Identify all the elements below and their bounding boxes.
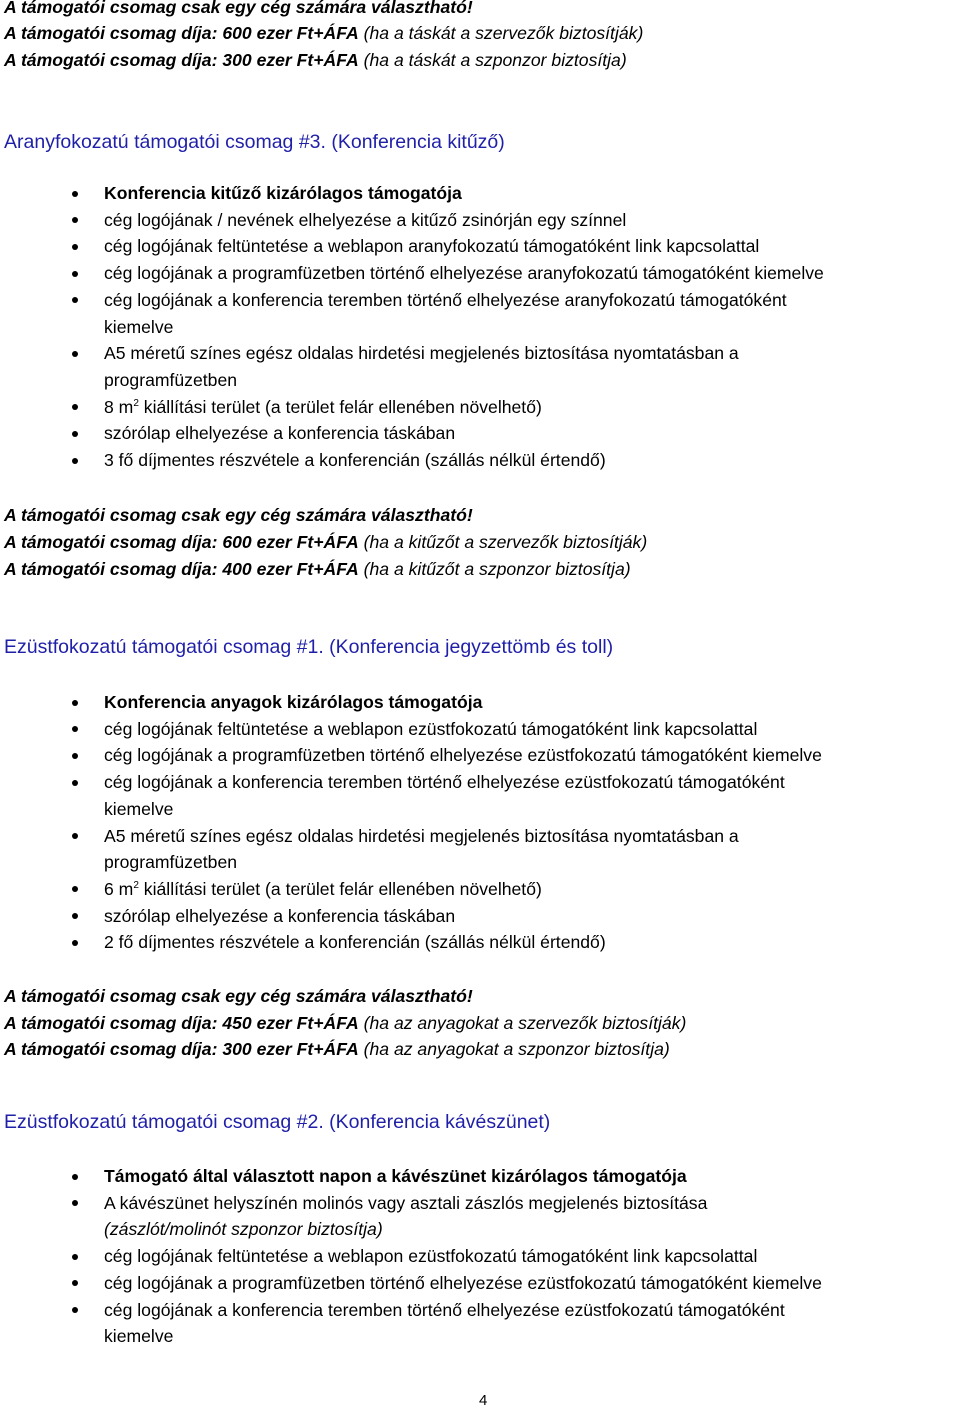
price-condition: (ha a kitűzőt a szponzor biztosítja) <box>358 559 631 579</box>
list-item: cég logójának a programfüzetben történő elhelyezése aranyfokozatú támogatóként kiemelve <box>0 260 824 287</box>
bullet-icon <box>72 191 78 197</box>
list-item: A5 méretű színes egész oldalas hirdetési megjelenés biztosítása nyomtatásban a programfüzetben <box>0 823 822 876</box>
price-amount: A támogatói csomag díja: 400 ezer Ft+ÁFA <box>4 559 359 579</box>
price-condition: (ha a kitűzőt a szervezők biztosítják) <box>358 532 648 552</box>
price-condition: (ha az anyagokat a szervezők biztosítják) <box>358 1013 687 1033</box>
section-title-silver-1: Ezüstfokozatú támogatói csomag #1. (Konferencia jegyzettömb és toll) <box>4 636 614 658</box>
bullet-icon <box>72 271 78 277</box>
bullet-icon <box>72 1280 78 1286</box>
list-item: cég logójának a konferencia teremben történő elhelyezése ezüstfokozatú támogatóként kiemelve <box>0 769 822 822</box>
list-item: Konferencia kitűző kizárólagos támogatója <box>0 180 824 207</box>
section-title-gold-3: Aranyfokozatú támogatói csomag #3. (Konferencia kitűző) <box>4 131 505 153</box>
benefit-list-silver-2 <box>0 1163 822 1350</box>
price-amount: A támogatói csomag díja: 450 ezer Ft+ÁFA <box>4 1013 359 1033</box>
bullet-icon <box>72 726 78 732</box>
list-item: 6 $m^2$ kiállítási terület (a terület felár ellenében növelhető) <box>0 876 822 903</box>
list-item: 3 fő díjmentes részvétele a konferencián (szállás nélkül értendő) <box>0 447 824 474</box>
section-1-note-line: A támogatói csomag csak egy cég számára választható! <box>4 505 473 525</box>
section-2-note-line: A támogatói csomag csak egy cég számára választható! <box>4 986 473 1006</box>
bullet-icon <box>72 833 78 839</box>
bullet-icon <box>72 780 78 786</box>
list-item: szórólap elhelyezése a konferencia táskában <box>0 420 824 447</box>
bullet-icon <box>72 1254 78 1260</box>
benefit-list-silver-1 <box>0 689 822 956</box>
bullet-icon <box>72 1307 78 1313</box>
price-amount: A támogatói csomag díja: 300 ezer Ft+ÁFA <box>4 50 359 70</box>
list-item: cég logójának feltüntetése a weblapon aranyfokozatú támogatóként link kapcsolattal <box>0 233 824 260</box>
list-item: cég logójának a konferencia teremben történő elhelyezése aranyfokozatú támogatóként kiemelve <box>0 287 824 340</box>
list-item: A kávészünet helyszínén molinós vagy asztali zászlós megjelenés biztosítása (zászlót/molinót szponzor biztosítja) <box>0 1190 822 1243</box>
price-amount: A támogatói csomag díja: 600 ezer Ft+ÁFA <box>4 532 359 552</box>
list-item: 8 $m^2$ kiállítási terület (a terület felár ellenében növelhető) <box>0 394 824 421</box>
price-amount: A támogatói csomag díja: 600 ezer Ft+ÁFA <box>4 23 359 43</box>
bullet-icon <box>72 940 78 946</box>
bullet-icon <box>72 913 78 919</box>
bullet-icon <box>72 1174 78 1180</box>
price-amount: A támogatói csomag díja: 300 ezer Ft+ÁFA <box>4 1039 359 1059</box>
bullet-icon <box>72 217 78 223</box>
top-price-line-1 <box>4 23 643 43</box>
top-price-line-2 <box>4 50 627 70</box>
bullet-icon <box>72 753 78 759</box>
bullet-icon <box>72 297 78 303</box>
page-number: 4 <box>479 1392 488 1409</box>
section-2-price-line-1 <box>4 1013 686 1033</box>
section-title-silver-2: Ezüstfokozatú támogatói csomag #2. (Konferencia kávészünet) <box>4 1111 551 1133</box>
price-condition: (ha a táskát a szervezők biztosítják) <box>358 23 644 43</box>
top-note-line: A támogatói csomag csak egy cég számára választható! <box>4 0 473 17</box>
list-item: cég logójának / nevének elhelyezése a kitűző zsinórján egy színnel <box>0 207 824 234</box>
list-item: cég logójának a programfüzetben történő elhelyezése ezüstfokozatú támogatóként kiemelve <box>0 742 822 769</box>
list-item: Konferencia anyagok kizárólagos támogatója <box>0 689 822 716</box>
list-item: cég logójának feltüntetése a weblapon ezüstfokozatú támogatóként link kapcsolattal <box>0 1243 822 1270</box>
list-item: cég logójának a programfüzetben történő elhelyezése ezüstfokozatú támogatóként kiemelve <box>0 1270 822 1297</box>
benefit-list-gold-3 <box>0 180 824 474</box>
bullet-icon <box>72 700 78 706</box>
bullet-icon <box>72 431 78 437</box>
list-item: cég logójának feltüntetése a weblapon ezüstfokozatú támogatóként link kapcsolattal <box>0 716 822 743</box>
list-item: cég logójának a konferencia teremben történő elhelyezése ezüstfokozatú támogatóként kiemelve <box>0 1297 822 1350</box>
list-item: A5 méretű színes egész oldalas hirdetési megjelenés biztosítása nyomtatásban a programfüzetben <box>0 340 824 393</box>
bullet-icon <box>72 458 78 464</box>
bullet-icon <box>72 351 78 357</box>
list-item: 2 fő díjmentes részvétele a konferencián (szállás nélkül értendő) <box>0 929 822 956</box>
bullet-icon <box>72 244 78 250</box>
bullet-icon <box>72 886 78 892</box>
section-1-price-line-2 <box>4 559 631 579</box>
bullet-icon <box>72 404 78 410</box>
section-2-price-line-2 <box>4 1039 670 1059</box>
list-item: szórólap elhelyezése a konferencia táskában <box>0 903 822 930</box>
list-item: Támogató által választott napon a kávészünet kizárólagos támogatója <box>0 1163 822 1190</box>
section-1-price-line-1 <box>4 532 647 552</box>
bullet-icon <box>72 1200 78 1206</box>
price-condition: (ha az anyagokat a szponzor biztosítja) <box>358 1039 670 1059</box>
price-condition: (ha a táskát a szponzor biztosítja) <box>358 50 627 70</box>
